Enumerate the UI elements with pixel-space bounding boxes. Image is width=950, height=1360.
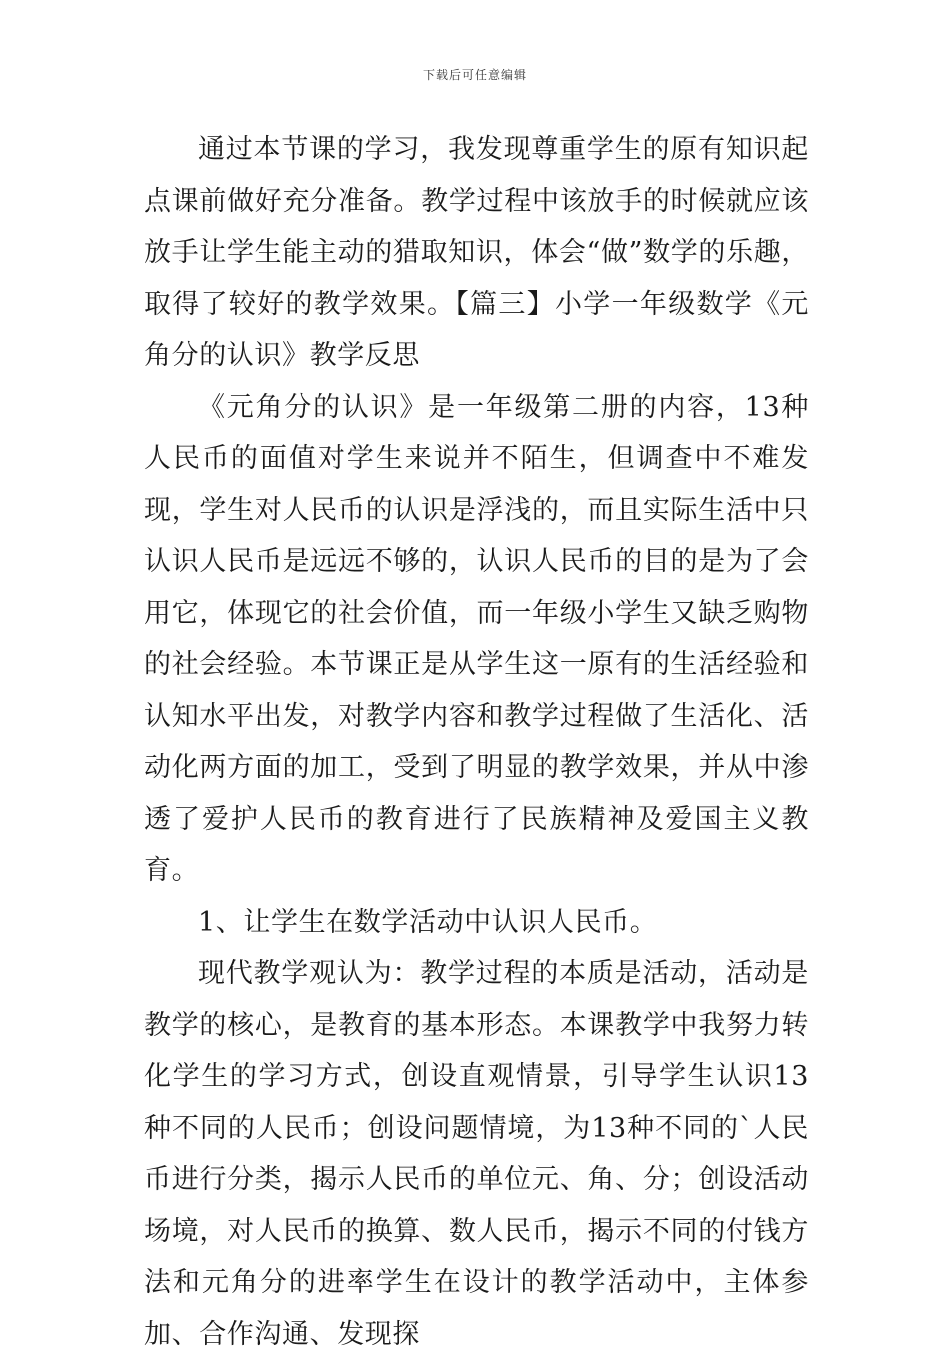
paragraph-point-one-heading: 1、让学生在数学活动中认识人民币。: [198, 906, 658, 938]
page-header-note: 下载后可任意编辑: [422, 68, 527, 82]
paragraph-reflection-summary: 通过本节课的学习，我发现尊重学生的原有知识起点课前做好充分准备。教学过程中该放手的时候就应该放手让学生能主动的猎取知识，体会“做”数学的乐趣，取得了较好的教学效果。【篇三】小学一年级数学《元角分的认识》教学反思: [144, 134, 809, 371]
paragraph-lesson-intro: 《元角分的认识》是一年级第二册的内容，13种人民币的面值对学生来说并不陌生，但调查中不难发现，学生对人民币的认识是浮浅的，而且实际生活中只认识人民币是远远不够的，认识人民币的目的是为了会用它，体现它的社会价值，而一年级小学生又缺乏购物的社会经验。本节课正是从学生这一原有的生活经验和认知水平出发，对教学内容和教学过程做了生活化、活动化两方面的加工，受到了明显的教学效果，并从中渗透了爱护人民币的教育进行了民族精神及爱国主义教育。: [144, 391, 809, 886]
paragraph-modern-teaching-view: 现代教学观认为：教学过程的本质是活动，活动是教学的核心，是教育的基本形态。本课教学中我努力转化学生的学习方式，创设直观情景，引导学生认识13种不同的人民币；创设问题情境，为13种不同的`人民币进行分类，揭示人民币的单位元、角、分；创设活动场境，对人民币的换算、数人民币，揭示不同的付钱方法和元角分的进率学生在设计的教学活动中，主体参加、合作沟通、发现探: [144, 958, 809, 1350]
document-body: [144, 124, 809, 1360]
